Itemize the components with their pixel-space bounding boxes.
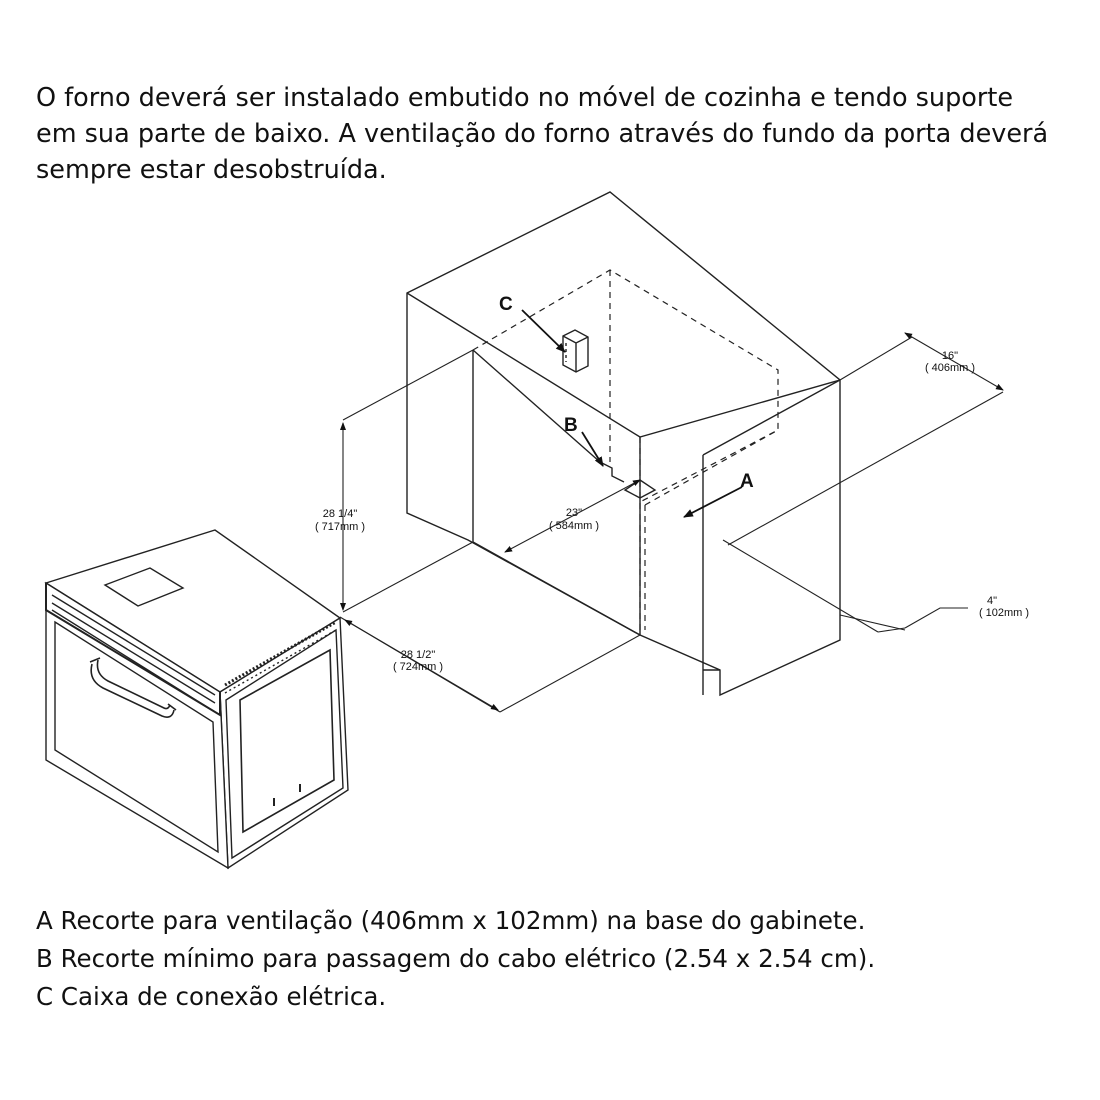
label-a: A	[740, 471, 754, 492]
intro-line: sempre estar desobstruída.	[36, 155, 387, 185]
legend	[36, 902, 875, 1016]
intro-line: O forno deverá ser instalado embutido no móvel de cozinha e tendo suporte	[36, 83, 1014, 113]
dim-vent-width-metric: ( 102mm )	[978, 607, 1030, 619]
dim-depth-imperial: 28 1/2"	[400, 649, 436, 661]
junction-box	[563, 330, 588, 372]
label-c: C	[499, 294, 513, 315]
dim-depth-metric: ( 724mm )	[392, 661, 444, 673]
dim-vent-depth-imperial: 16"	[941, 350, 959, 362]
legend-item-b: B Recorte mínimo para passagem do cabo elétrico (2.54 x 2.54 cm).	[36, 944, 876, 973]
cabinet	[407, 192, 840, 695]
dim-height-imperial: 28 1/4"	[322, 508, 358, 520]
intro-line: em sua parte de baixo. A ventilação do forno através do fundo da porta deverá	[36, 119, 1049, 149]
legend-item-a: A Recorte para ventilação (406mm x 102mm) na base do gabinete.	[36, 906, 866, 935]
legend-item-c: C Caixa de conexão elétrica.	[36, 982, 387, 1011]
label-b: B	[564, 415, 578, 436]
dim-width-imperial: 23"	[565, 507, 583, 519]
dim-vent-width-imperial: 4"	[986, 595, 998, 607]
oven	[46, 530, 348, 868]
dim-height-metric: ( 717mm )	[314, 521, 366, 533]
dim-vent-depth-metric: ( 406mm )	[924, 362, 976, 374]
dim-width-metric: ( 584mm )	[548, 520, 600, 532]
